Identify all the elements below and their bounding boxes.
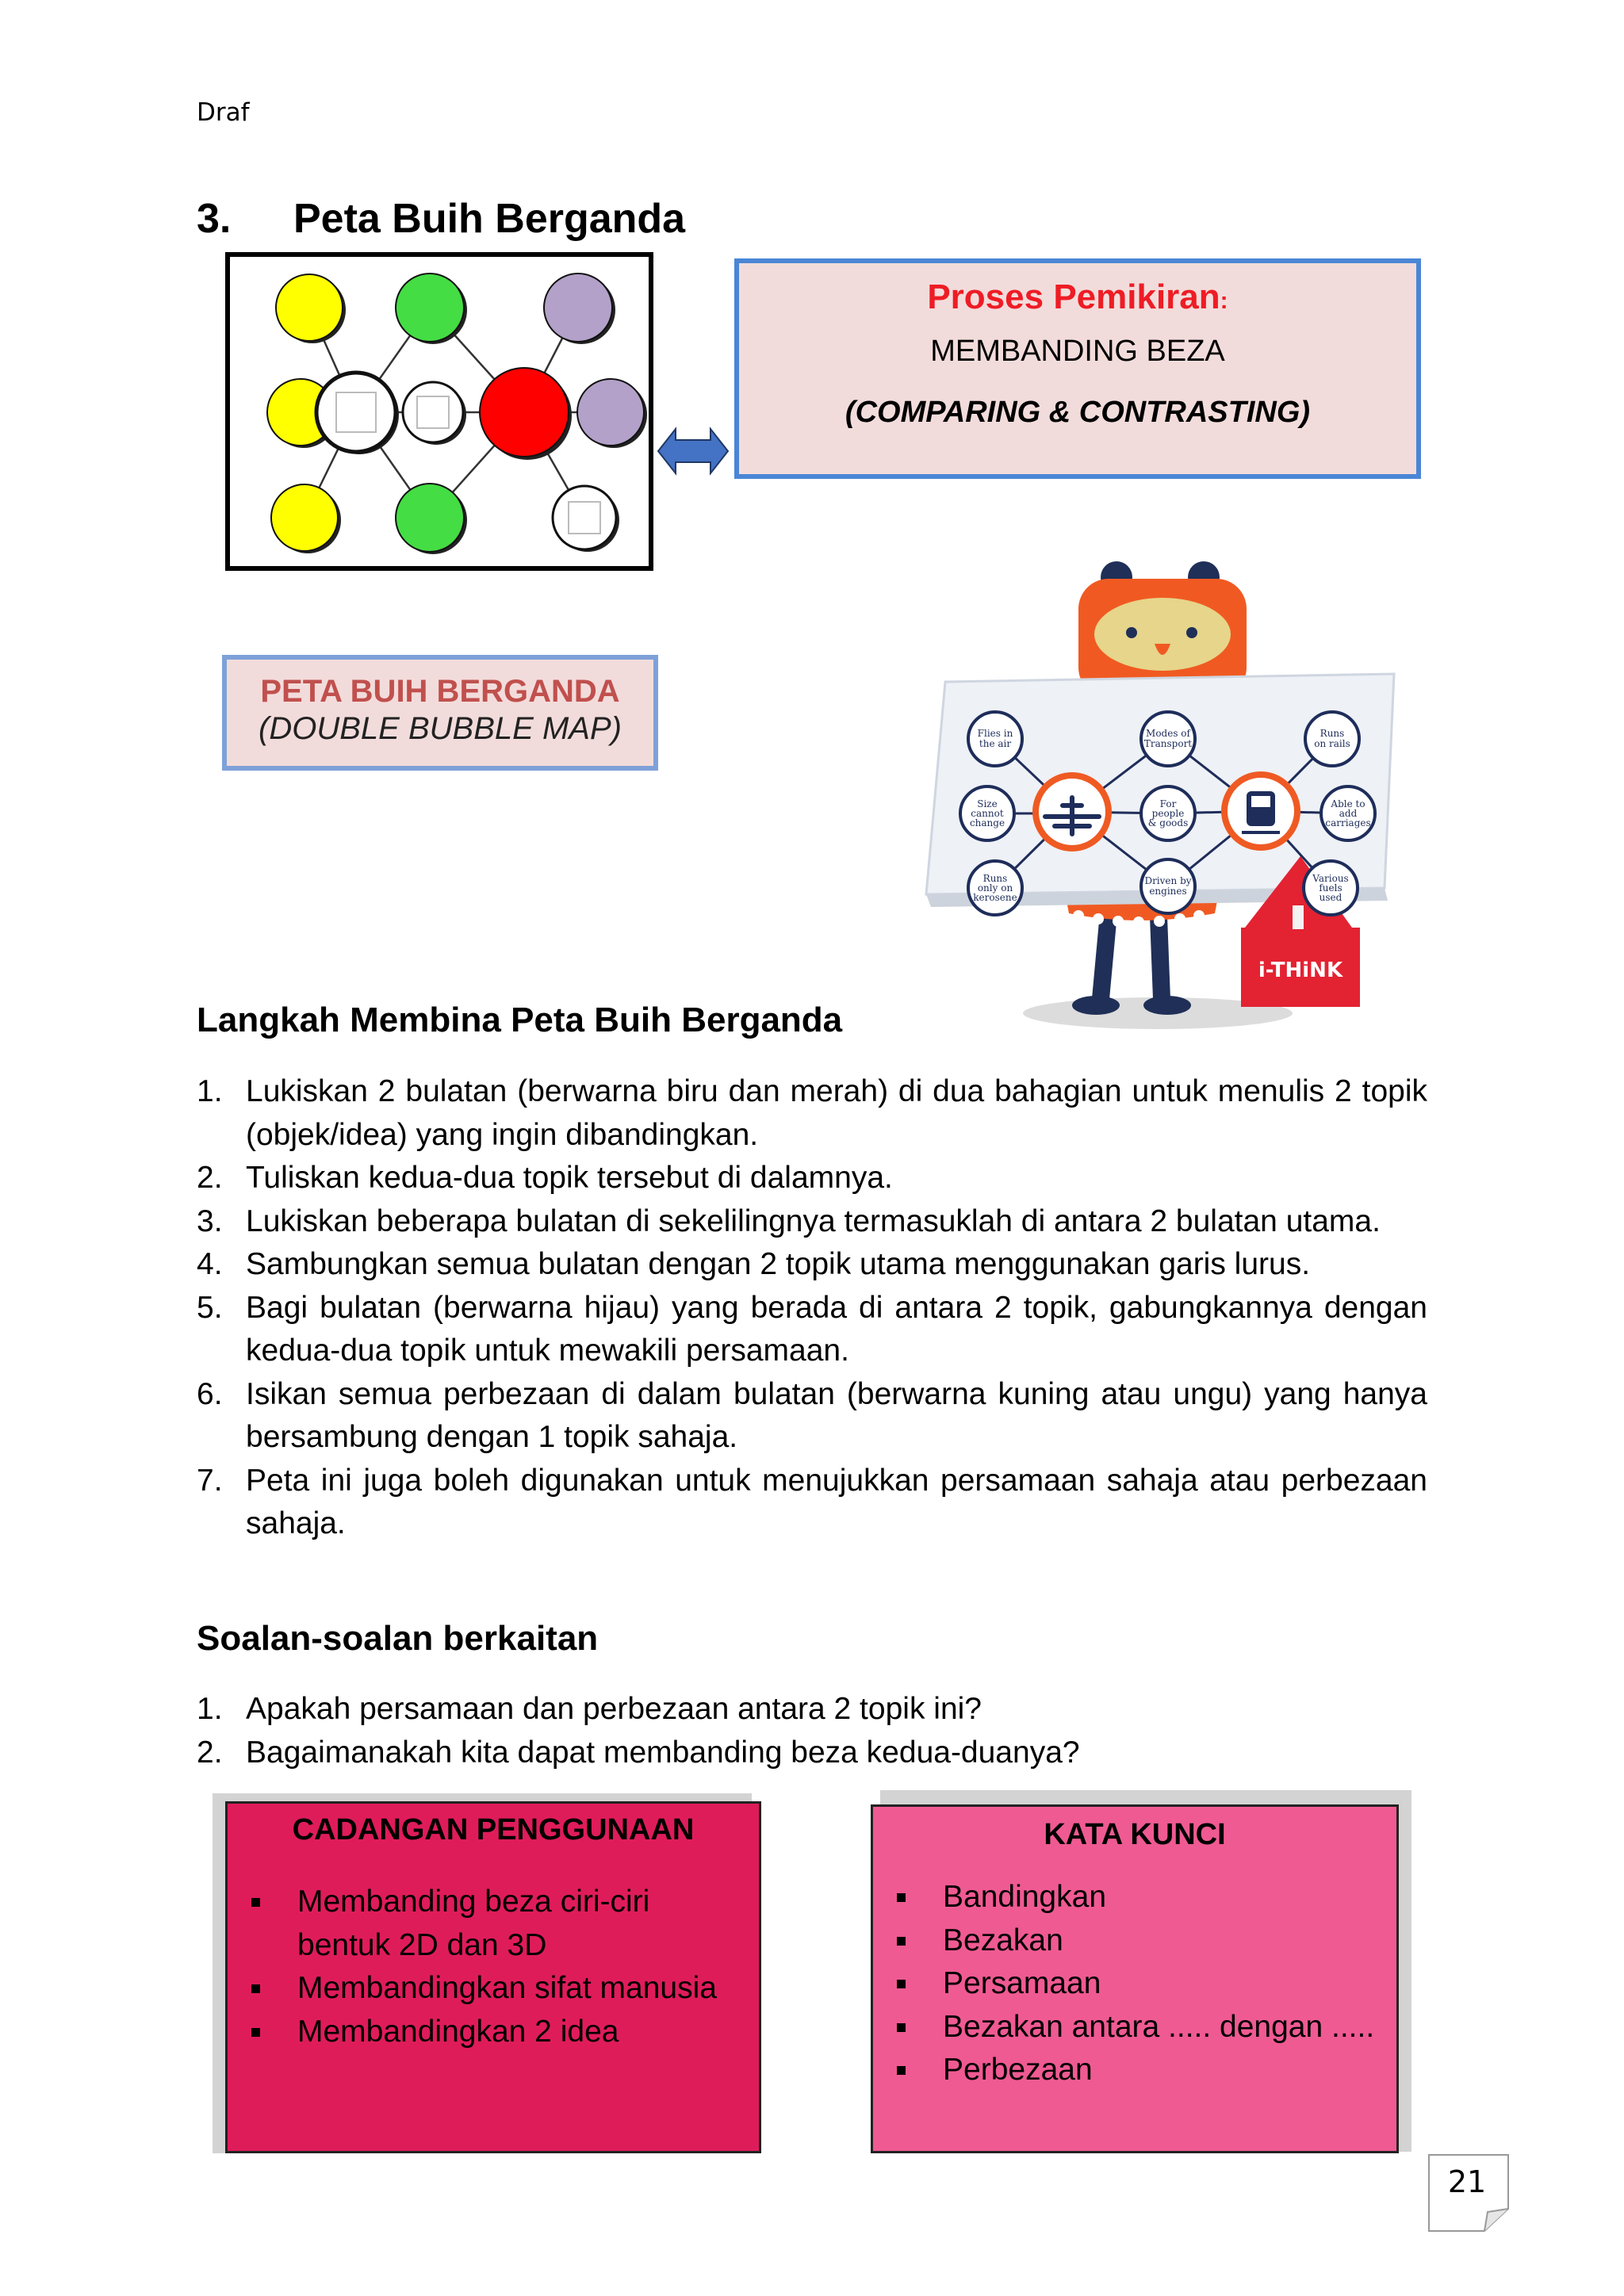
thinking-process-malay: MEMBANDING BEZA [930,335,1225,368]
double-arrow-icon [657,427,730,476]
steps-heading: Langkah Membina Peta Buih Berganda [197,1001,843,1039]
bubble-text-flies: Flies in the air [977,728,1013,749]
list-item: Membanding beza ciri-ciri bentuk 2D dan 3D [228,1881,735,1967]
usage-suggestions-card [225,1801,761,2153]
list-item: Perbezaan [873,2049,1381,2092]
section-title [197,195,685,243]
questions-list [197,1688,1427,1774]
bubble-text-carriages: Able to add carriages [1325,798,1371,828]
list-item: 4. Sambungkan semua bulatan dengan 2 topik utama menggunakan garis lurus. [197,1247,1311,1281]
list-item: Persamaan [873,1962,1381,2006]
bubble-text-modes: Modes of Transport [1143,728,1193,749]
section-number: 3. [197,196,232,242]
thinking-process-heading: Proses Pemikiran: [927,277,1228,316]
list-item: Bandingkan [873,1876,1381,1919]
ithink-mascot-illustration [920,555,1404,1047]
list-item: Membandingkan sifat manusia [228,1967,735,2011]
list-item: 6. Isikan semua perbezaan di dalam bulatan (berwarna kuning atau ungu) yang hanya bersambung dengan 1 topik sahaja. [197,1376,1427,1454]
topic-bubble-left [316,373,399,454]
list-item: 2. Bagaimanakah kita dapat membanding beza kedua-duanya? [197,1735,1080,1770]
list-item: Membandingkan 2 idea [228,2011,735,2054]
usage-card-title: CADANGAN PENGGUNAAN [292,1813,695,1846]
list-item: Bezakan antara ..... dengan ..... [873,2006,1381,2049]
draft-label: Draf [197,98,250,127]
questions-heading: Soalan-soalan berkaitan [197,1619,599,1658]
thinking-process-box [734,258,1421,479]
list-item: 5. Bagi bulatan (berwarna hijau) yang berada di antara 2 topik, gabungkannya dengan kedua-dua topik untuk mewakili persamaan. [197,1290,1427,1368]
bubble-text-engines: Driven by engines [1144,875,1192,897]
keywords-card-title: KATA KUNCI [1044,1818,1226,1851]
bubble-text-kerosene: Runs only on kerosene [973,873,1017,903]
bubble-text-size: Size cannot change [969,798,1005,828]
map-name-malay: PETA BUIH BERGANDA [260,674,620,709]
thinking-process-english: (COMPARING & CONTRASTING) [845,396,1311,429]
map-name-box [222,655,658,771]
list-item: 1. Lukiskan 2 bulatan (berwarna biru dan merah) di dua bahagian untuk menulis 2 topik (objek/idea) yang ingin dibandingkan. [197,1074,1427,1152]
toolbox-label: i-THiNK [1258,959,1343,982]
double-bubble-map-diagram [225,252,653,571]
bubble-text-fuels: Various fuels used [1312,873,1349,903]
list-item: 2. Tuliskan kedua-dua topik tersebut di dalamnya. [197,1161,893,1195]
section-title-text: Peta Buih Berganda [293,196,686,242]
list-item: 3. Lukiskan beberapa bulatan di sekelilingnya termasuklah di antara 2 bulatan utama. [197,1203,1381,1238]
list-item: 1. Apakah persamaan dan perbezaan antara 2 topik ini? [197,1692,982,1726]
keywords-card [871,1804,1399,2153]
usage-list [228,1881,759,2053]
map-name-english: (DOUBLE BUBBLE MAP) [259,711,622,746]
keywords-list [873,1876,1396,2092]
list-item: 7. Peta ini juga boleh digunakan untuk menujukkan persamaan sahaja atau perbezaan sahaja. [197,1463,1427,1540]
list-item: Bezakan [873,1919,1381,1963]
bubble-text-people: For people & goods [1147,798,1189,828]
page-number: 21 [1447,2164,1487,2199]
steps-list [197,1070,1427,1546]
bubble-text-rails: Runs on rails [1314,728,1350,749]
